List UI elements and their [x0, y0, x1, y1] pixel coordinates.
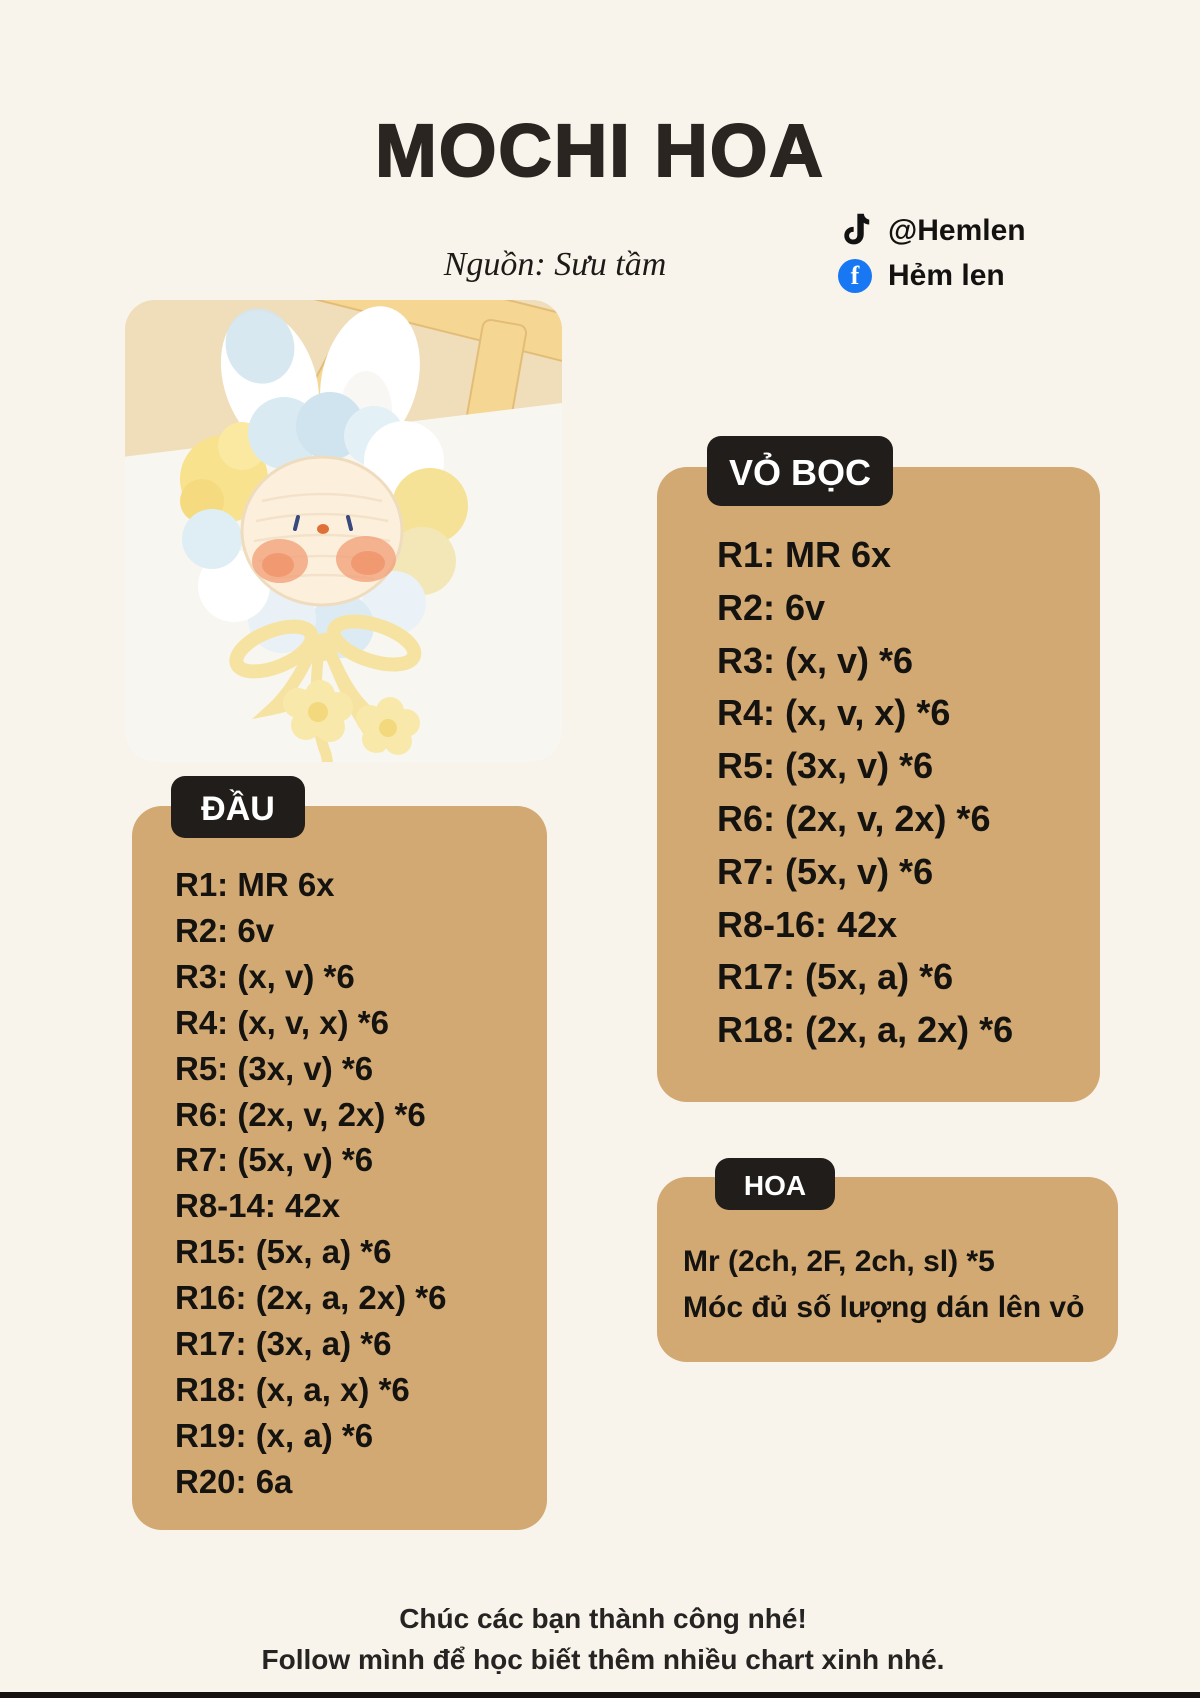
- tiktok-handle: @Hemlen: [888, 214, 1026, 247]
- pattern-row: R17: (5x, a) *6: [717, 956, 954, 998]
- crochet-bunny-illustration: [125, 300, 562, 762]
- pattern-row: R1: MR 6x: [175, 866, 335, 903]
- section-badge-hoa: HOA: [715, 1158, 835, 1210]
- pattern-row: R7: (5x, v) *6: [717, 850, 934, 892]
- facebook-row: [838, 259, 1026, 293]
- facebook-icon: f: [838, 259, 872, 293]
- pattern-row: R2: 6v: [175, 911, 275, 949]
- pattern-row: R17: (3x, a) *6: [175, 1325, 392, 1363]
- page-subtitle: Nguồn: Sưu tầm: [443, 246, 667, 283]
- pattern-row: R18: (2x, a, 2x) *6: [717, 1009, 1014, 1051]
- tiktok-row: [838, 212, 1026, 250]
- pattern-row: R4: (x, v, x) *6: [175, 1003, 389, 1041]
- pattern-row: R6: (2x, v, 2x) *6: [175, 1095, 426, 1133]
- facebook-handle: Hẻm len: [888, 259, 1005, 292]
- page-title: MOCHI HOA: [375, 109, 825, 192]
- footer-note: [0, 1598, 1200, 1680]
- pattern-row: R8-14: 42x: [175, 1187, 341, 1225]
- tiktok-note-icon: [838, 212, 872, 250]
- section-card-vo-boc: [657, 467, 1100, 1102]
- pattern-row: R1: MR 6x: [717, 534, 892, 575]
- pattern-row: R8-16: 42x: [717, 903, 898, 945]
- pattern-row: R7: (5x, v) *6: [175, 1141, 374, 1179]
- pattern-row: R5: (3x, v) *6: [175, 1049, 374, 1087]
- pattern-row: R19: (x, a) *6: [175, 1416, 374, 1454]
- section-badge-dau: ĐẦU: [171, 776, 305, 838]
- section-badge-vo-boc: VỎ BỌC: [707, 436, 893, 506]
- pattern-row: R15: (5x, a) *6: [175, 1233, 392, 1271]
- pattern-row: R18: (x, a, x) *6: [175, 1370, 410, 1408]
- pattern-row: R3: (x, v) *6: [175, 957, 355, 995]
- section-card-dau: [132, 806, 547, 1530]
- pattern-row: R5: (3x, v) *6: [717, 745, 934, 787]
- product-photo: [125, 300, 562, 762]
- footer-line-1: Chúc các bạn thành công nhé!: [399, 1603, 807, 1634]
- pattern-row: R3: (x, v) *6: [717, 639, 914, 681]
- bottom-edge-bar: [0, 1692, 1200, 1698]
- footer-line-2: Follow mình để học biết thêm nhiều chart xinh nhé.: [261, 1644, 945, 1675]
- pattern-row: Móc đủ số lượng dán lên vỏ: [683, 1291, 1085, 1324]
- social-links: [838, 212, 1026, 293]
- pattern-row: R20: 6a: [175, 1462, 293, 1500]
- pattern-row: R16: (2x, a, 2x) *6: [175, 1279, 447, 1317]
- pattern-row: R4: (x, v, x) *6: [717, 692, 951, 734]
- pattern-row: R2: 6v: [717, 586, 826, 628]
- pattern-row: R6: (2x, v, 2x) *6: [717, 797, 991, 839]
- pattern-row: Mr (2ch, 2F, 2ch, sl) *5: [683, 1245, 995, 1278]
